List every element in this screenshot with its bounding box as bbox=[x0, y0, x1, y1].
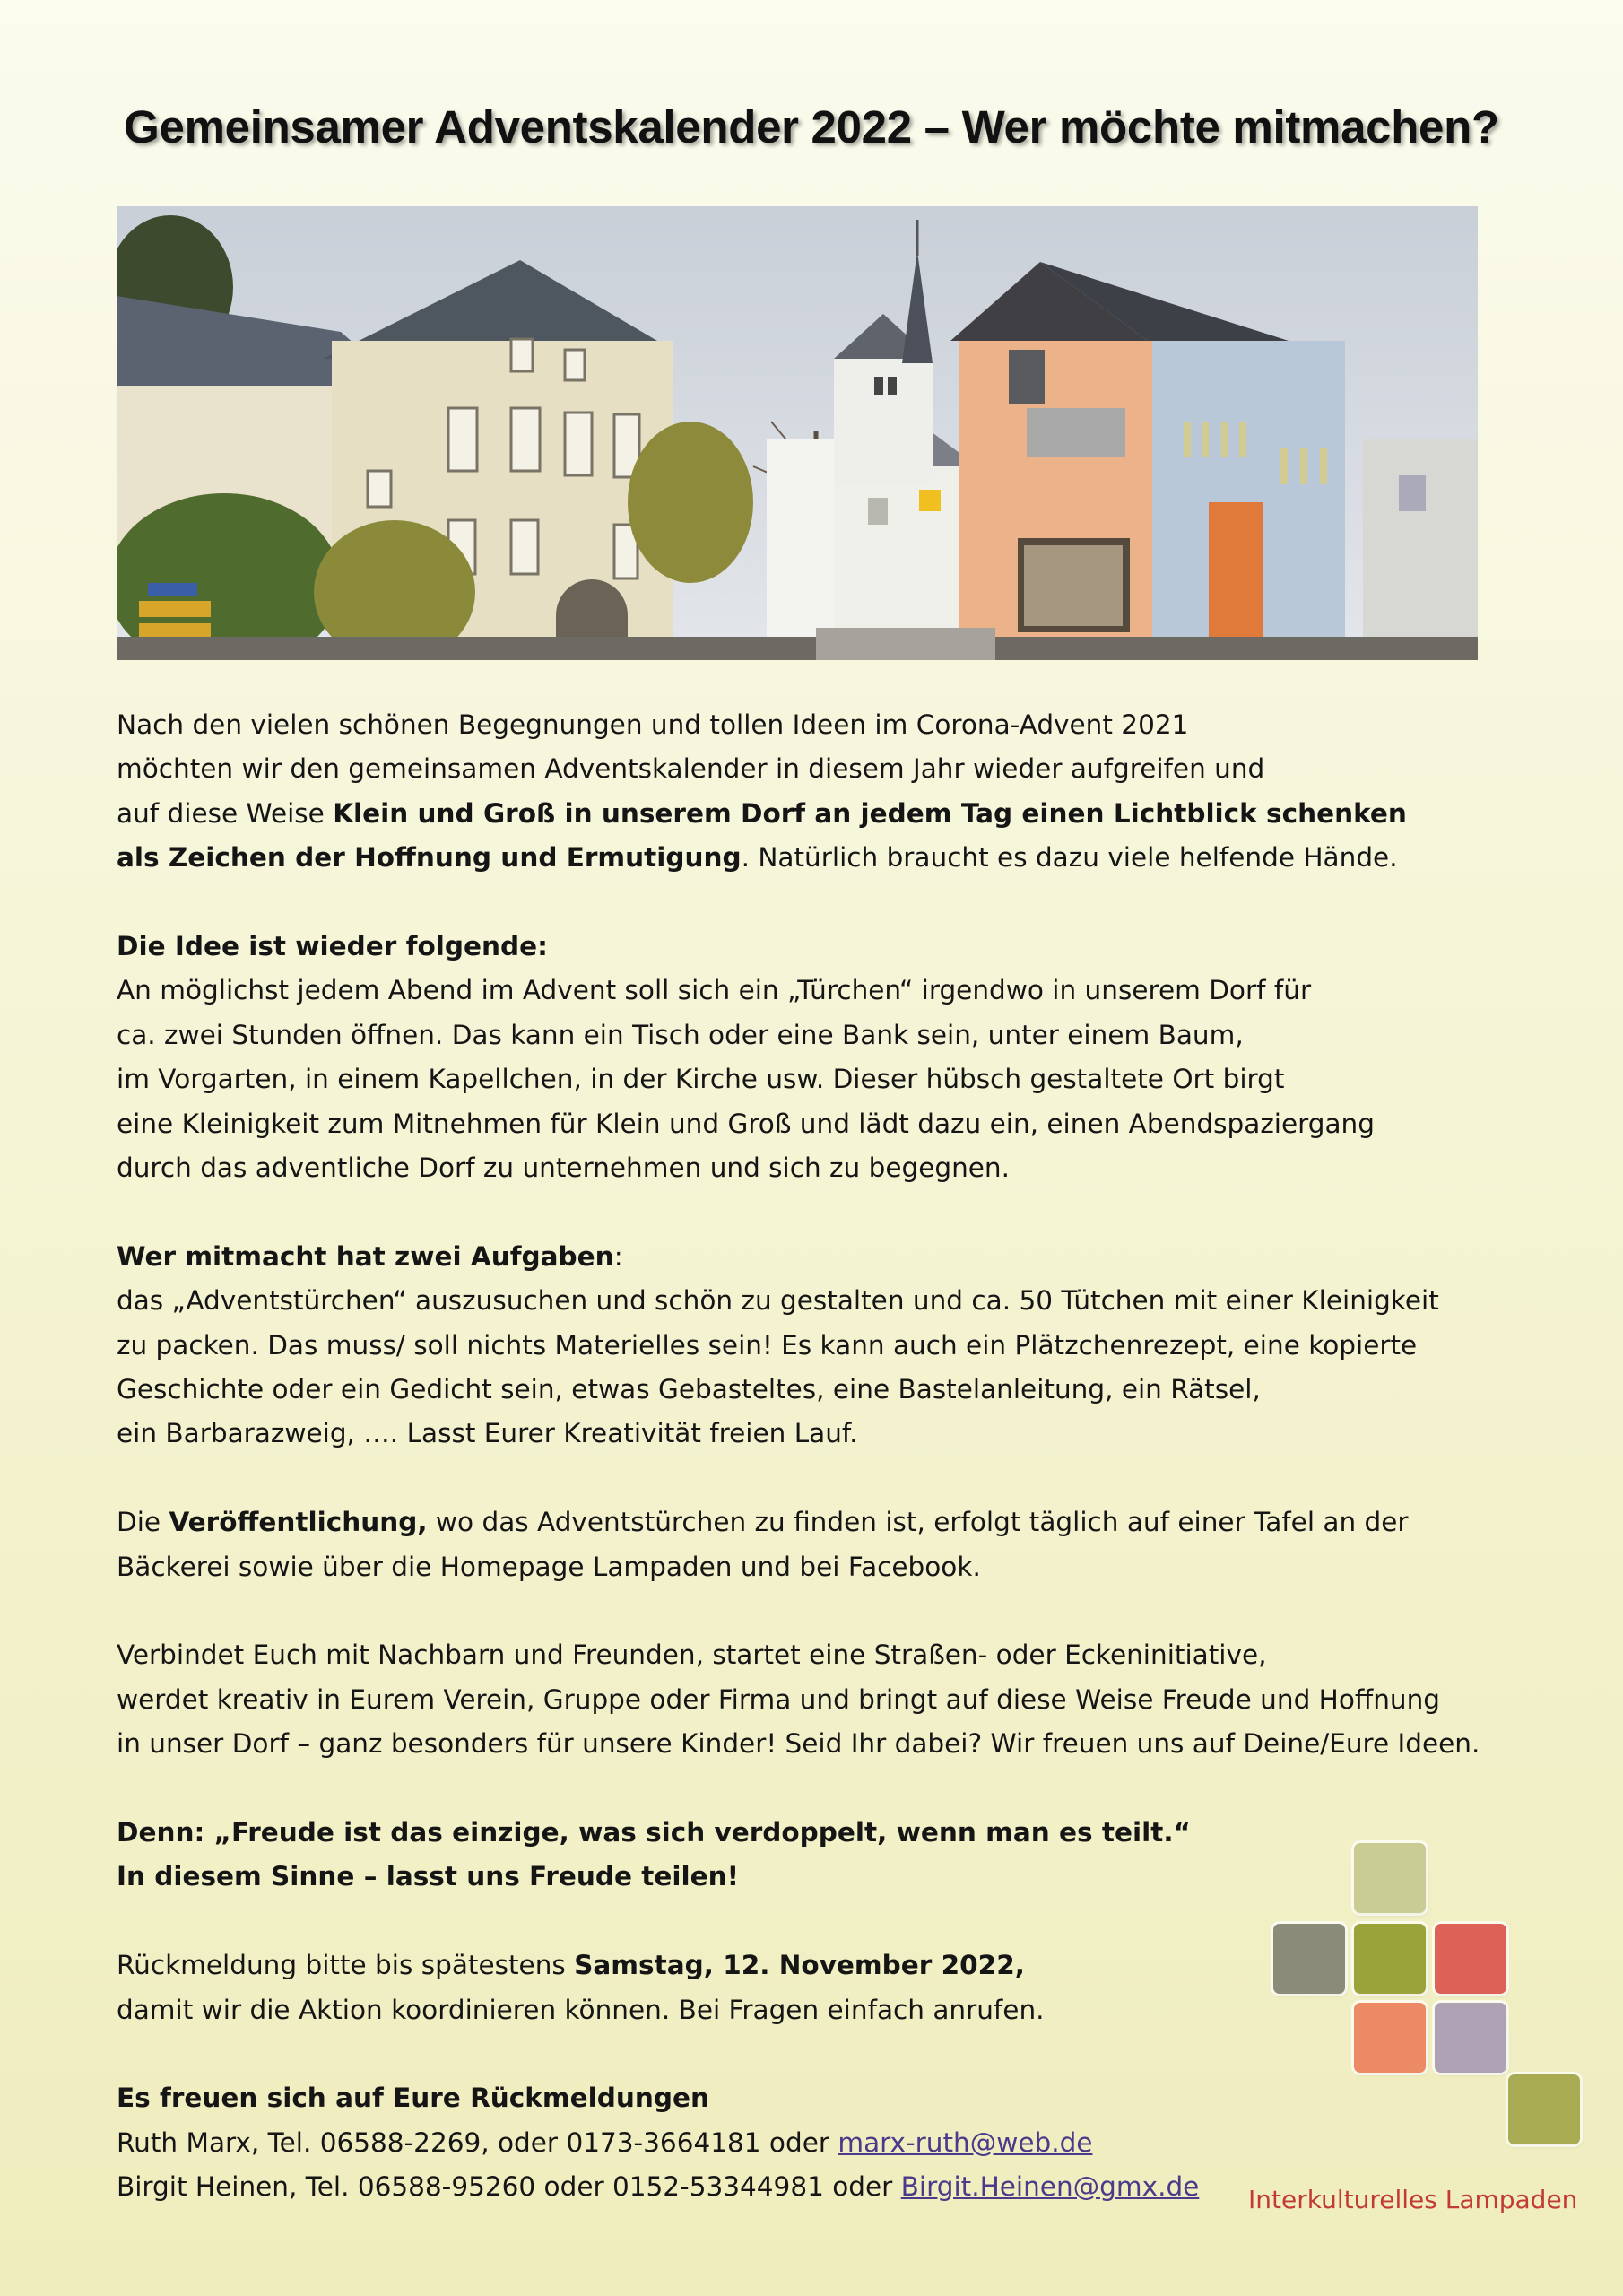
logo-caption: Interkulturelles Lampaden bbox=[1248, 2185, 1578, 2214]
publication-line: Bäckerei sowie über die Homepage Lampaden und bei Facebook. bbox=[117, 1551, 981, 1582]
logo-tile-bottom-left bbox=[1354, 2003, 1426, 2073]
email-link-birgit[interactable]: Birgit.Heinen@gmx.de bbox=[900, 2171, 1200, 2203]
tasks-line: das „Adventstürchen“ auszusuchen und schön zu gestalten und ca. 50 Tütchen mit einer Kleinigkeit bbox=[117, 1285, 1439, 1317]
contacts-heading: Es freuen sich auf Eure Rückmeldungen bbox=[117, 2083, 709, 2114]
logo-tile-far bbox=[1508, 2074, 1580, 2144]
publication-emphasis: Veröffentlichung, bbox=[169, 1507, 428, 1538]
publication-paragraph bbox=[117, 1500, 1569, 1589]
idea-paragraph bbox=[117, 925, 1569, 1190]
page-title: Gemeinsamer Adventskalender 2022 – Wer möchte mitmachen? bbox=[124, 101, 1499, 152]
logo-tile-top bbox=[1354, 1843, 1426, 1913]
logo-tile-center bbox=[1354, 1924, 1426, 1994]
tasks-heading: Wer mitmacht hat zwei Aufgaben bbox=[117, 1240, 614, 1272]
tasks-line: zu packen. Das muss/ soll nichts Materielles sein! Es kann auch ein Plätzchenrezept, eine kopierte bbox=[117, 1329, 1418, 1361]
intro-line: auf diese Weise bbox=[117, 797, 334, 829]
idea-line: ca. zwei Stunden öffnen. Das kann ein Tisch oder eine Bank sein, unter einem Baum, bbox=[117, 1019, 1244, 1050]
contact-ruth: Ruth Marx, Tel. 06588-2269, oder 0173-3664181 oder bbox=[117, 2126, 838, 2158]
intro-line: Nach den vielen schönen Begegnungen und tollen Ideen im Corona-Advent 2021 bbox=[117, 709, 1189, 740]
publication-line: wo das Adventstürchen zu finden ist, erfolgt täglich auf einer Tafel an der bbox=[427, 1507, 1409, 1538]
idea-line: An möglichst jedem Abend im Advent soll sich ein „Türchen“ irgendwo in unserem Dorf für bbox=[117, 975, 1312, 1006]
publication-line: Die bbox=[117, 1507, 169, 1538]
tasks-heading-colon: : bbox=[613, 1240, 623, 1272]
logo-tile-bottom-center bbox=[1435, 2003, 1506, 2073]
tasks-line: ein Barbarazweig, …. Lasst Eurer Kreativität freien Lauf. bbox=[117, 1418, 858, 1449]
lampaden-logo bbox=[1264, 1843, 1587, 2148]
intro-emphasis: als Zeichen der Hoffnung und Ermutigung bbox=[117, 842, 742, 874]
deadline-line: Rückmeldung bitte bis spätestens bbox=[117, 1950, 575, 1981]
quote-text: „Freude ist das einzige, was sich verdoppelt, wenn man es teilt.“ bbox=[213, 1817, 1191, 1848]
idea-line: im Vorgarten, in einem Kapellchen, in der Kirche usw. Dieser hübsch gestaltete Ort birgt bbox=[117, 1064, 1285, 1095]
connect-paragraph bbox=[117, 1633, 1569, 1766]
quote-lead: Denn: bbox=[117, 1817, 214, 1848]
intro-line: . Natürlich braucht es dazu viele helfende Hände. bbox=[741, 842, 1398, 874]
tasks-paragraph bbox=[117, 1235, 1569, 1457]
connect-line: werdet kreativ in Eurem Verein, Gruppe oder Firma und bringt auf diese Weise Freude und Hoffnung bbox=[117, 1683, 1441, 1715]
idea-line: eine Kleinigkeit zum Mitnehmen für Klein und Groß und lädt dazu ein, einen Abendspaziergang bbox=[117, 1108, 1375, 1139]
deadline-date: Samstag, 12. November 2022, bbox=[574, 1950, 1025, 1981]
idea-heading: Die Idee ist wieder folgende: bbox=[117, 931, 548, 962]
intro-paragraph bbox=[117, 703, 1569, 881]
intro-line: möchten wir den gemeinsamen Adventskalender in diesem Jahr wieder aufgreifen und bbox=[117, 753, 1265, 785]
contact-birgit: Birgit Heinen, Tel. 06588-95260 oder 0152-53344981 oder bbox=[117, 2171, 901, 2203]
connect-line: in unser Dorf – ganz besonders für unsere Kinder! Seid Ihr dabei? Wir freuen uns auf Deine/Eure Ideen. bbox=[117, 1728, 1480, 1760]
intro-emphasis: Klein und Groß in unserem Dorf an jedem Tag einen Lichtblick schenken bbox=[333, 797, 1407, 829]
deadline-line: damit wir die Aktion koordinieren können. Bei Fragen einfach anrufen. bbox=[117, 1994, 1045, 2025]
idea-line: durch das adventliche Dorf zu unternehmen und sich zu begegnen. bbox=[117, 1152, 1010, 1184]
connect-line: Verbindet Euch mit Nachbarn und Freunden, startet eine Straßen- oder Eckeninitiative, bbox=[117, 1639, 1267, 1671]
logo-tile-left bbox=[1273, 1924, 1345, 1994]
tasks-line: Geschichte oder ein Gedicht sein, etwas Gebasteltes, eine Bastelanleitung, ein Rätsel, bbox=[117, 1374, 1261, 1405]
village-photo bbox=[117, 206, 1478, 660]
quote-closing: In diesem Sinne – lasst uns Freude teilen! bbox=[117, 1861, 740, 1892]
logo-tile-right bbox=[1435, 1924, 1506, 1994]
email-link-ruth[interactable]: marx-ruth@web.de bbox=[838, 2126, 1093, 2158]
